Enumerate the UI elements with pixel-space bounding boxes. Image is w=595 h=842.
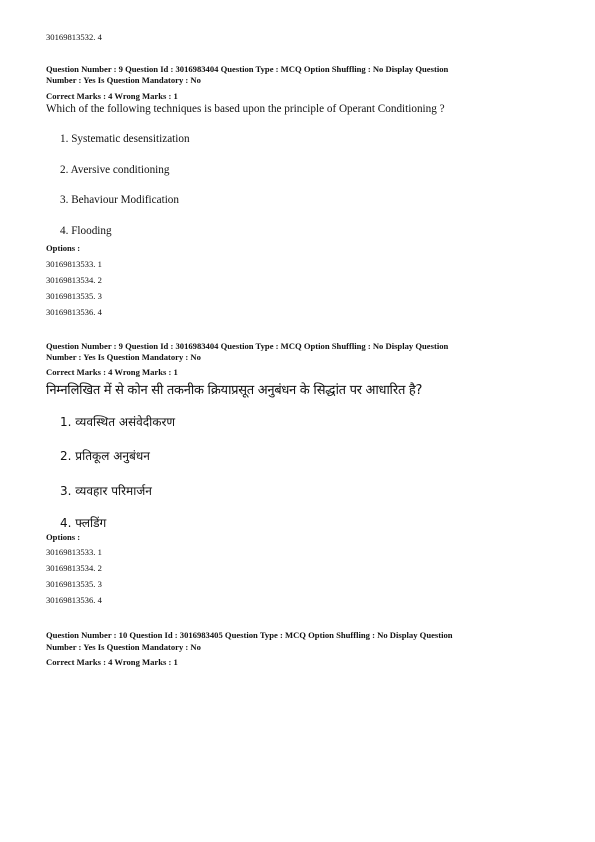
choice-2: 2. प्रतिकूल अनुबंधन (60, 449, 150, 463)
question-header-line2: Number : Yes Is Question Mandatory : No (46, 75, 201, 85)
marks-line: Correct Marks : 4 Wrong Marks : 1 (46, 657, 178, 667)
question-header-line2: Number : Yes Is Question Mandatory : No (46, 642, 201, 652)
marks-line: Correct Marks : 4 Wrong Marks : 1 (46, 91, 178, 101)
option-id: 30169813536. 4 (46, 307, 102, 317)
option-id: 30169813534. 2 (46, 275, 102, 285)
choice-4: 4. Flooding (60, 225, 112, 237)
choice-1: 1. Systematic desensitization (60, 133, 190, 145)
question-header-line1: Question Number : 9 Question Id : 3016983404 Question Type : MCQ Option Shuffling : No Display Question (46, 64, 449, 74)
options-label: Options : (46, 532, 81, 542)
choice-3: 3. Behaviour Modification (60, 194, 179, 206)
choice-3: 3. व्यवहार परिमार्जन (60, 484, 152, 498)
choice-2: 2. Aversive conditioning (60, 164, 170, 176)
question-header-line2: Number : Yes Is Question Mandatory : No (46, 352, 201, 362)
question-text-hindi: निम्नलिखित में से कोन सी तकनीक क्रियाप्रसूत अनुबंधन के सिद्धांत पर आधारित है? (46, 383, 423, 398)
option-id: 30169813536. 4 (46, 595, 102, 605)
option-id: 30169813534. 2 (46, 563, 102, 573)
question-header-line1: Question Number : 9 Question Id : 3016983404 Question Type : MCQ Option Shuffling : No Display Question (46, 341, 449, 351)
question-text: Which of the following techniques is based upon the principle of Operant Conditioning ? (46, 103, 445, 115)
question-header-line1: Question Number : 10 Question Id : 3016983405 Question Type : MCQ Option Shuffling : No Display Question (46, 630, 453, 640)
marks-line: Correct Marks : 4 Wrong Marks : 1 (46, 367, 178, 377)
previous-option-id: 30169813532. 4 (46, 32, 102, 42)
choice-1: 1. व्यवस्थित असंवेदीकरण (60, 415, 176, 429)
option-id: 30169813533. 1 (46, 547, 102, 557)
option-id: 30169813535. 3 (46, 291, 102, 301)
choice-4: 4. फ्लडिंग (60, 516, 107, 530)
option-id: 30169813535. 3 (46, 579, 102, 589)
options-label: Options : (46, 243, 81, 253)
option-id: 30169813533. 1 (46, 259, 102, 269)
